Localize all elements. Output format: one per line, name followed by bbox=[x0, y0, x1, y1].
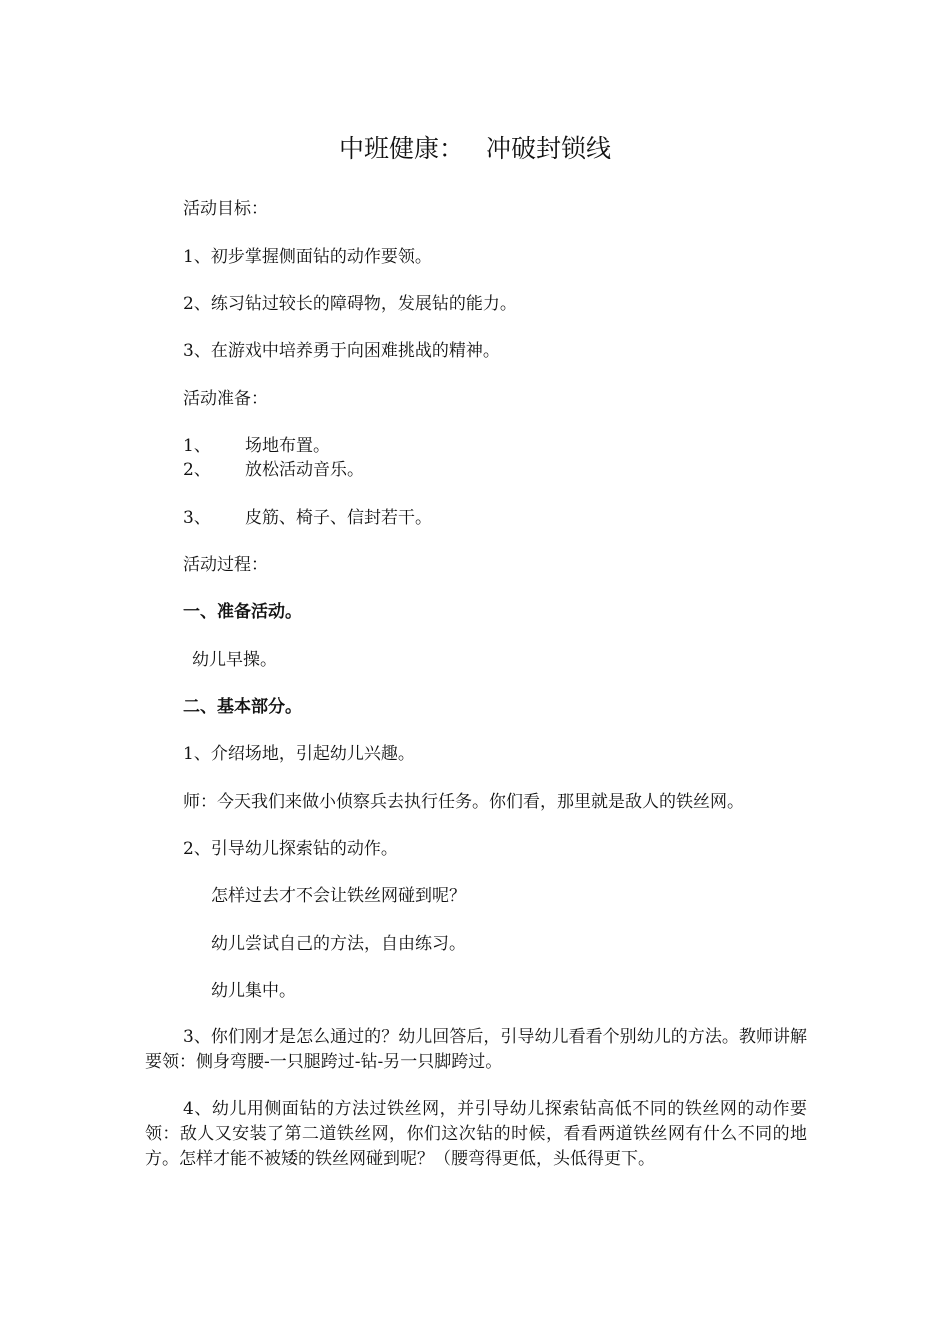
step1-text: 1、介绍场地，引起幼儿兴趣。 bbox=[183, 744, 415, 764]
goal-item: 3、在游戏中培养勇于向困难挑战的精神。 bbox=[183, 341, 500, 361]
prep-item-number: 1、 bbox=[183, 436, 211, 456]
teacher-line: 师：今天我们来做小侦察兵去执行任务。你们看，那里就是敌人的铁丝网。 bbox=[183, 792, 744, 812]
step3-paragraph: 3、你们刚才是怎么通过的？幼儿回答后，引导幼儿看看个别幼儿的方法。教师讲解要领：侧身弯腰-一只腿跨过-钻-另一只脚跨过。 bbox=[145, 1027, 807, 1072]
goal-heading: 活动目标： bbox=[183, 199, 268, 219]
title-part1: 中班健康： bbox=[338, 134, 464, 163]
step2-sub-item: 怎样过去才不会让铁丝网碰到呢？ bbox=[211, 886, 466, 906]
prep-item bbox=[183, 435, 330, 457]
goal-item: 1、初步掌握侧面钻的动作要领。 bbox=[183, 247, 432, 267]
step2-sub-item: 幼儿集中。 bbox=[211, 981, 296, 1001]
goal-item: 2、练习钻过较长的障碍物，发展钻的能力。 bbox=[183, 294, 517, 314]
step2-sub-item: 幼儿尝试自己的方法，自由练习。 bbox=[211, 934, 466, 954]
section2-heading: 二、基本部分。 bbox=[183, 697, 302, 717]
title-part2: 冲破封锁线 bbox=[486, 134, 612, 163]
prep-item bbox=[183, 507, 432, 529]
prep-heading: 活动准备： bbox=[183, 389, 268, 409]
prep-item-number: 3、 bbox=[183, 508, 211, 528]
prep-item bbox=[183, 459, 364, 481]
prep-item-text: 场地布置。 bbox=[245, 436, 330, 456]
step4-paragraph: 4、幼儿用侧面钻的方法过铁丝网，并引导幼儿探索钻高低不同的铁丝网的动作要领：敌人又安装了第二道铁丝网，你们这次钻的时候，看看两道铁丝网有什么不同的地方。怎样才能不被矮的铁丝网碰到呢？（腰弯得更低，头低得更下。 bbox=[145, 1099, 807, 1169]
prep-item-text: 皮筋、椅子、信封若干。 bbox=[245, 508, 432, 528]
process-heading: 活动过程： bbox=[183, 555, 268, 575]
section1-heading: 一、准备活动。 bbox=[183, 602, 302, 622]
document-title bbox=[0, 132, 950, 166]
step2-text: 2、引导幼儿探索钻的动作。 bbox=[183, 839, 398, 859]
prep-item-number: 2、 bbox=[183, 460, 211, 480]
section1-text: 幼儿早操。 bbox=[192, 650, 277, 670]
prep-item-text: 放松活动音乐。 bbox=[245, 460, 364, 480]
